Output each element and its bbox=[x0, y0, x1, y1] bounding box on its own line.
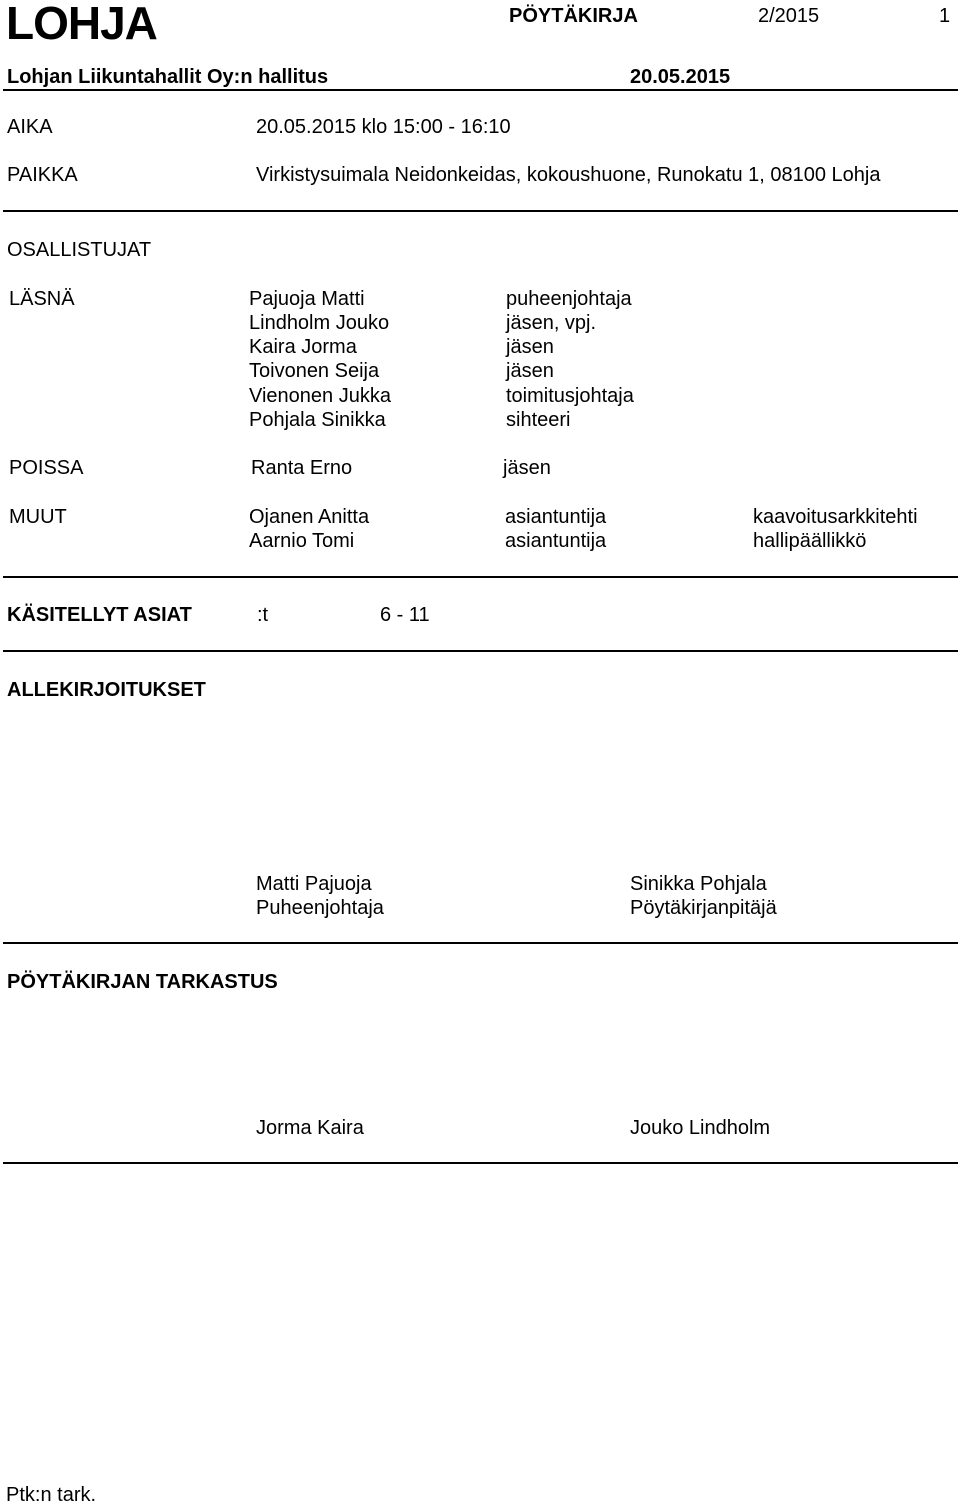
signer-name-right: Sinikka Pohjala bbox=[630, 873, 767, 895]
section-divider bbox=[3, 650, 958, 652]
header-date: 20.05.2015 bbox=[630, 66, 731, 88]
section-divider bbox=[3, 1162, 958, 1164]
participant-role: jäsen bbox=[506, 360, 554, 382]
other-title: hallipäällikkö bbox=[753, 530, 867, 552]
reviewer-name-left: Jorma Kaira bbox=[256, 1117, 364, 1139]
other-name: Ojanen Anitta bbox=[249, 506, 370, 528]
header-divider bbox=[3, 89, 958, 91]
participant-name: Pajuoja Matti bbox=[249, 288, 365, 310]
participant-name: Vienonen Jukka bbox=[249, 385, 391, 407]
other-role: asiantuntija bbox=[505, 530, 607, 552]
time-label: AIKA bbox=[7, 116, 53, 138]
section-divider bbox=[3, 942, 958, 944]
page-number: 1 bbox=[939, 5, 951, 27]
other-title: kaavoitusarkkitehti bbox=[753, 506, 918, 528]
participant-role: jäsen bbox=[506, 336, 554, 358]
participant-role: toimitusjohtaja bbox=[506, 385, 634, 407]
other-role: asiantuntija bbox=[505, 506, 607, 528]
participant-name: Kaira Jorma bbox=[249, 336, 357, 358]
others-label: MUUT bbox=[9, 506, 67, 528]
signatures-heading: ALLEKIRJOITUKSET bbox=[7, 679, 206, 701]
footer-note: Ptk:n tark. bbox=[6, 1484, 97, 1506]
participant-role: jäsen, vpj. bbox=[506, 312, 597, 334]
participant-name: Toivonen Seija bbox=[249, 360, 380, 382]
absent-role: jäsen bbox=[503, 457, 551, 479]
reviewer-name-right: Jouko Lindholm bbox=[630, 1117, 771, 1139]
section-divider bbox=[3, 576, 958, 578]
items-range: 6 - 11 bbox=[380, 604, 430, 626]
time-value: 20.05.2015 klo 15:00 - 16:10 bbox=[256, 116, 511, 138]
items-label: KÄSITELLYT ASIAT bbox=[7, 604, 192, 626]
review-heading: PÖYTÄKIRJAN TARKASTUS bbox=[7, 971, 278, 993]
signer-title-left: Puheenjohtaja bbox=[256, 897, 384, 919]
participants-heading: OSALLISTUJAT bbox=[7, 239, 152, 261]
other-name: Aarnio Tomi bbox=[249, 530, 355, 552]
place-label: PAIKKA bbox=[7, 164, 78, 186]
signer-name-left: Matti Pajuoja bbox=[256, 873, 372, 895]
signer-title-right: Pöytäkirjanpitäjä bbox=[630, 897, 777, 919]
doc-number: 2/2015 bbox=[758, 5, 820, 27]
participant-role: sihteeri bbox=[506, 409, 571, 431]
participant-name: Pohjala Sinikka bbox=[249, 409, 386, 431]
organ-name: Lohjan Liikuntahallit Oy:n hallitus bbox=[7, 66, 329, 88]
absent-label: POISSA bbox=[9, 457, 84, 479]
logo: LOHJA bbox=[6, 0, 157, 49]
participant-role: puheenjohtaja bbox=[506, 288, 632, 310]
place-value: Virkistysuimala Neidonkeidas, kokoushuone, Runokatu 1, 08100 Lohja bbox=[256, 164, 881, 186]
doc-type: PÖYTÄKIRJA bbox=[509, 5, 638, 27]
present-label: LÄSNÄ bbox=[9, 288, 75, 310]
participant-name: Lindholm Jouko bbox=[249, 312, 390, 334]
section-divider bbox=[3, 210, 958, 212]
items-sign: :t bbox=[257, 604, 269, 626]
absent-name: Ranta Erno bbox=[251, 457, 353, 479]
